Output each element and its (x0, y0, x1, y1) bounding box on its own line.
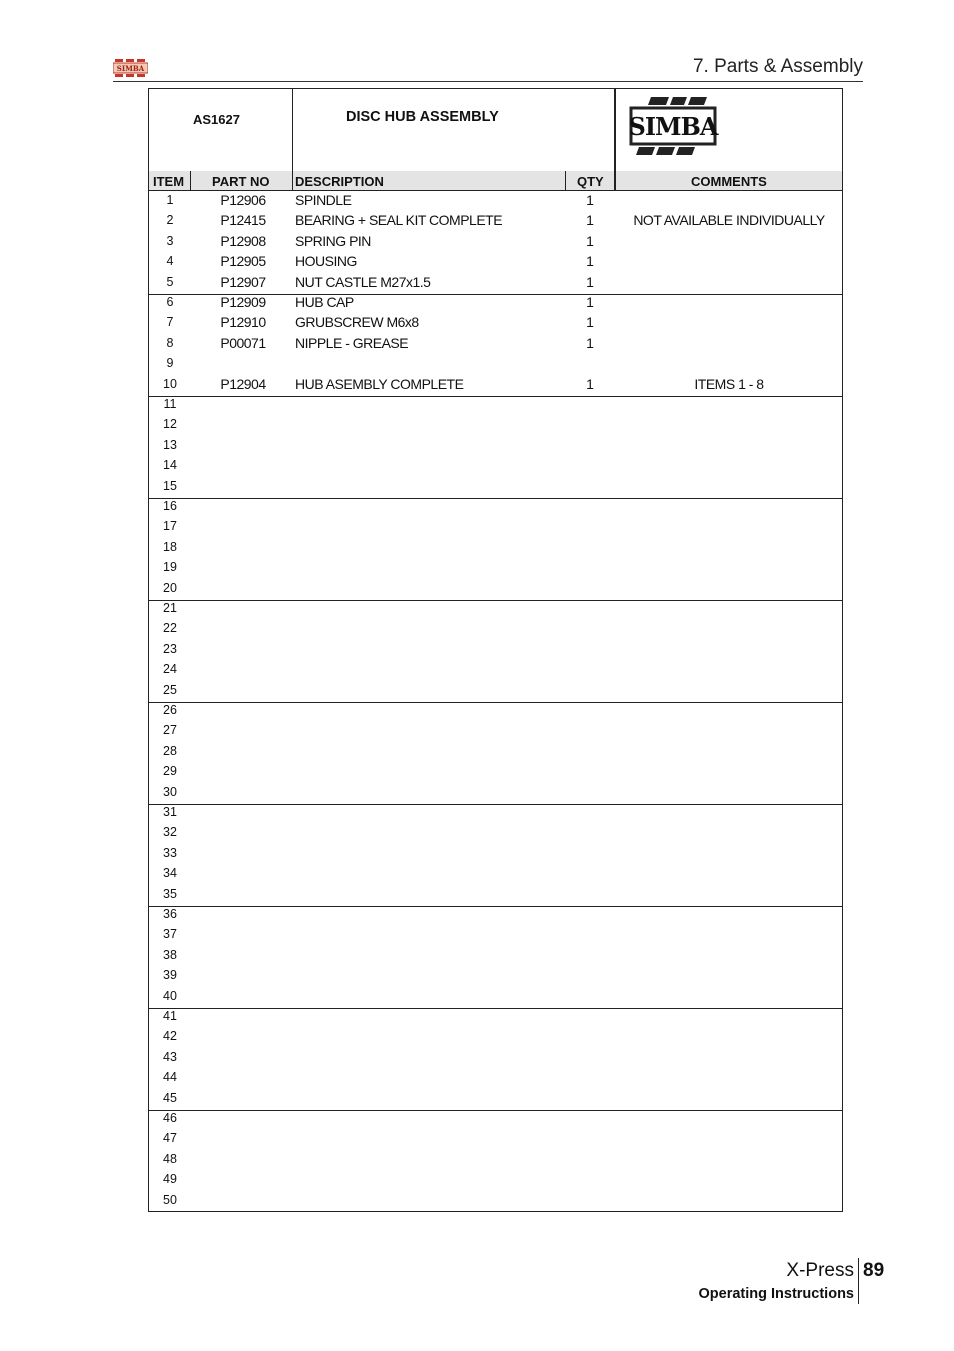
column-header-comments: COMMENTS (691, 174, 767, 189)
table-row-item-number: 28 (163, 743, 177, 758)
table-row-item-number: 41 (163, 1009, 177, 1023)
table-row-item-number: 16 (163, 499, 177, 513)
table-row-item-number: 33 (163, 845, 177, 860)
assembly-title: DISC HUB ASSEMBLY (346, 109, 499, 125)
table-row-item-number: 45 (163, 1090, 177, 1105)
table-row-item-number: 17 (163, 519, 177, 534)
row-group-separator (149, 906, 842, 907)
row-group-separator (149, 1110, 842, 1111)
table-row-item-number: 14 (163, 458, 177, 473)
table-row-item-number: 20 (163, 580, 177, 595)
table-row-description: NUT CASTLE M27x1.5 (295, 273, 431, 290)
simba-logo-small-icon (113, 58, 148, 78)
table-row-qty: 1 (586, 273, 594, 290)
table-row-item-number: 2 (166, 213, 174, 228)
column-header-item: ITEM (153, 174, 185, 189)
table-row-item-number: 27 (163, 723, 177, 738)
table-row-item-number: 46 (163, 1111, 177, 1125)
row-group-separator (149, 600, 842, 601)
table-row-item-number: 23 (163, 641, 177, 656)
table-row-item-number: 4 (166, 254, 174, 269)
footer-divider (858, 1258, 859, 1304)
table-row-part-no: P12910 (220, 314, 266, 331)
column-header-part-no: PART NO (212, 174, 270, 189)
row-group-separator (149, 702, 842, 703)
footer-page-number: 89 (863, 1260, 885, 1281)
table-row-comments: ITEMS 1 - 8 (694, 375, 764, 392)
table-row-part-no: P12907 (220, 273, 266, 290)
table-row-item-number: 37 (163, 927, 177, 942)
table-row-item-number: 38 (163, 947, 177, 962)
table-row-qty: 1 (586, 232, 594, 249)
table-row-part-no: P12909 (220, 294, 266, 310)
table-row-item-number: 1 (166, 193, 174, 207)
table-row-item-number: 11 (163, 397, 177, 411)
table-row-item-number: 35 (163, 886, 177, 901)
table-row-item-number: 30 (163, 784, 177, 799)
table-row-qty: 1 (586, 334, 594, 351)
table-row-item-number: 18 (163, 539, 177, 554)
header-rule (113, 81, 863, 82)
table-row-item-number: 29 (163, 764, 177, 779)
table-row-item-number: 7 (166, 315, 174, 330)
table-row-qty: 1 (586, 294, 594, 310)
footer-subtitle: Operating Instructions (698, 1286, 854, 1302)
table-row-item-number: 36 (163, 907, 177, 921)
table-row-item-number: 15 (163, 478, 177, 493)
table-row-part-no: P12908 (220, 232, 266, 249)
table-row-item-number: 19 (163, 560, 177, 575)
table-row-item-number: 21 (163, 601, 177, 615)
table-row-item-number: 8 (166, 335, 174, 350)
column-header-description: DESCRIPTION (295, 174, 384, 189)
table-row-qty: 1 (586, 253, 594, 270)
table-row-item-number: 12 (163, 417, 177, 432)
table-row-item-number: 10 (163, 376, 177, 391)
table-row-item-number: 3 (166, 233, 174, 248)
table-row-qty: 1 (586, 212, 594, 229)
table-row-qty: 1 (586, 375, 594, 392)
table-row-description: HOUSING (295, 253, 357, 270)
row-group-separator (149, 498, 842, 499)
title-divider-1 (292, 89, 293, 171)
table-row-item-number: 32 (163, 825, 177, 840)
table-row-item-number: 6 (166, 295, 174, 309)
table-row-item-number: 5 (166, 274, 174, 289)
table-row-part-no: P12904 (220, 375, 266, 392)
table-row-description: HUB ASEMBLY COMPLETE (295, 375, 464, 392)
table-row-description: GRUBSCREW M6x8 (295, 314, 419, 331)
row-group-separator (149, 804, 842, 805)
row-group-separator (149, 1008, 842, 1009)
table-row-comments: NOT AVAILABLE INDIVIDUALLY (633, 212, 825, 229)
footer-product-name: X-Press (786, 1260, 854, 1281)
logo-large-text: SIMBA (629, 112, 718, 141)
colhdr-divider-item (190, 171, 191, 190)
logo-small-text: SIMBA (116, 64, 145, 73)
parts-table (148, 88, 843, 1212)
table-row-part-no: P12906 (220, 192, 266, 208)
table-row-qty: 1 (586, 192, 594, 208)
table-row-part-no: P00071 (220, 334, 266, 351)
table-row-item-number: 39 (163, 968, 177, 983)
table-row-item-number: 9 (166, 356, 174, 371)
table-row-item-number: 44 (163, 1070, 177, 1085)
table-row-item-number: 42 (163, 1029, 177, 1044)
table-row-qty: 1 (586, 314, 594, 331)
table-row-item-number: 26 (163, 703, 177, 717)
colhdr-divider-desc (565, 171, 566, 190)
table-row-item-number: 48 (163, 1151, 177, 1166)
table-row-description: SPINDLE (295, 192, 352, 208)
table-row-item-number: 47 (163, 1131, 177, 1146)
simba-logo-large-icon (629, 95, 719, 159)
column-header-bottom-rule (149, 190, 842, 191)
column-header-qty: QTY (577, 174, 604, 189)
table-row-item-number: 31 (163, 805, 177, 819)
row-group-separator (149, 396, 842, 397)
table-row-description: NIPPLE - GREASE (295, 334, 409, 351)
table-row-item-number: 40 (163, 988, 177, 1003)
section-title: 7. Parts & Assembly (692, 56, 863, 77)
table-row-item-number: 24 (163, 662, 177, 677)
table-row-item-number: 22 (163, 621, 177, 636)
table-row-description: HUB CAP (295, 294, 354, 310)
assembly-code: AS1627 (193, 112, 240, 127)
table-row-item-number: 49 (163, 1172, 177, 1187)
table-row-item-number: 34 (163, 866, 177, 881)
table-row-item-number: 25 (163, 682, 177, 697)
colhdr-divider-partno (292, 171, 293, 190)
table-row-item-number: 13 (163, 437, 177, 452)
table-row-part-no: P12905 (220, 253, 266, 270)
table-row-description: BEARING + SEAL KIT COMPLETE (295, 212, 503, 229)
table-row-item-number: 43 (163, 1049, 177, 1064)
table-row-part-no: P12415 (220, 212, 266, 229)
table-row-description: SPRING PIN (295, 232, 371, 249)
table-row-item-number: 50 (163, 1192, 177, 1207)
